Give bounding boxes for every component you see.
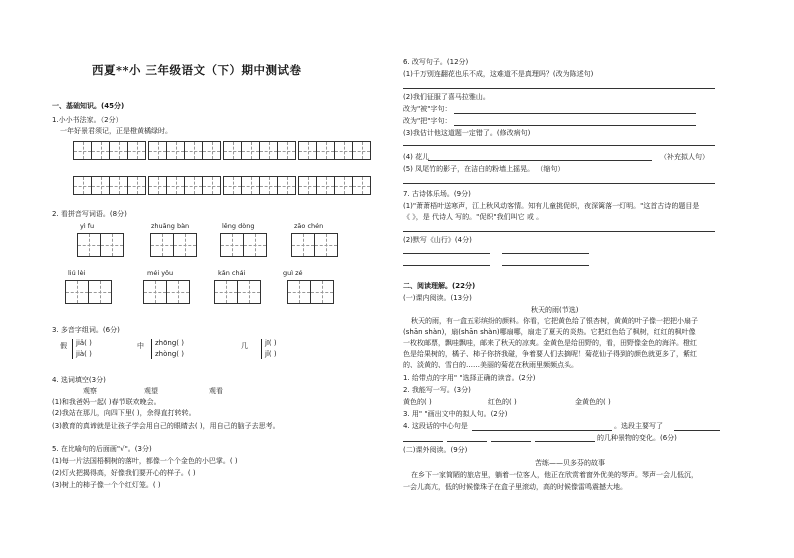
exam-title: 西夏**小 三年级语文（下）期中测试卷 bbox=[92, 63, 302, 77]
reading-2-heading: (二)课外阅读。(9分) bbox=[403, 446, 468, 454]
answer-box-8[interactable] bbox=[287, 280, 334, 304]
q6-heading: 6. 改写句子。(12分) bbox=[403, 58, 469, 66]
q1-heading: 1.小小书法家。（2分） bbox=[52, 116, 123, 124]
q6-3: (3)我估计他这道题一定错了。(修改病句) bbox=[403, 129, 531, 137]
calligraphy-grid-row2[interactable] bbox=[73, 176, 371, 195]
q6-2a: 改为"被"字句： bbox=[403, 105, 452, 113]
poem-line-3[interactable] bbox=[403, 265, 490, 266]
rq2-word-3: 金黄色的( ) bbox=[575, 398, 611, 406]
polyphone-1-top: jiǎ( ) bbox=[76, 339, 92, 347]
rq4-end: 的几种景物的变化。(6分) bbox=[597, 434, 677, 442]
polyphone-1-bot: jià( ) bbox=[76, 350, 92, 358]
passage-line-5: 的、淡黄的、雪白的……美丽的菊花在秋雨里频频点头。 bbox=[403, 361, 578, 369]
polyphone-char-2: 中 bbox=[137, 342, 144, 350]
q4-heading: 4. 选词填空(3分) bbox=[52, 376, 106, 384]
q6-2a-answer-line[interactable] bbox=[454, 113, 696, 114]
polyphone-3-top: jī( ) bbox=[265, 339, 277, 347]
q5-heading: 5. 在比喻句的后面画"√"。(3分) bbox=[52, 445, 152, 453]
rq1: 1. 给带点的字用" "选择正确的读音。(2分) bbox=[403, 374, 536, 382]
rq4-line-1[interactable] bbox=[472, 430, 612, 431]
pinyin-4: zāo chén bbox=[294, 222, 324, 230]
section-1-heading: 一、基础知识。(45分) bbox=[52, 102, 125, 110]
q5-line-3: (3)树上的柿子像一个个红灯笼。( ) bbox=[52, 481, 161, 489]
pinyin-7: kǎn chái bbox=[218, 269, 246, 277]
q6-5-answer-line[interactable] bbox=[403, 183, 715, 184]
passage-title: 秋天的雨(节选) bbox=[531, 306, 579, 314]
pinyin-1: yì fu bbox=[80, 222, 95, 230]
rq4-line-3[interactable] bbox=[403, 441, 443, 442]
rq4-line-6[interactable] bbox=[535, 441, 595, 442]
polyphone-2-top: zhōng( ) bbox=[155, 339, 184, 347]
pinyin-8: guì zé bbox=[283, 269, 303, 277]
rq3: 3. 用" "画出文中的拟人句。(2分) bbox=[403, 410, 508, 418]
pinyin-2: zhuāng bàn bbox=[151, 222, 190, 230]
q7-heading: 7. 古诗体乐场。(9分) bbox=[403, 190, 471, 198]
q7-1: (1)"萧萧梧叶送寒声，江上秋风动客情。知有儿童挑促织，夜深篱落一灯明。"这首古诗的题目是 bbox=[403, 202, 700, 210]
answer-box-5[interactable] bbox=[65, 280, 112, 304]
passage2-line-1: 在乡下一家简陋的旅店里，躺着一位客人，他正在欣赏着窗外优美的琴声。琴声一会儿低沉， bbox=[411, 471, 698, 479]
polyphone-char-1: 假 bbox=[60, 342, 67, 350]
q1-poem: 一年好景君须记，正是橙黄橘绿时。 bbox=[60, 127, 172, 135]
passage-line-3: 一枚枚邮票，飘哇飘哇，邮来了秋天的凉爽。金黄色是给田野的，看，田野像金色的海洋。橙红 bbox=[403, 339, 697, 347]
rq4-line-2[interactable] bbox=[674, 430, 720, 431]
q7-1b: 《 》，是 代诗人 写的。"促织"我们叫它 或 。 bbox=[403, 213, 544, 221]
word-option-1: 观察 bbox=[83, 387, 97, 395]
q6-4-hint: （补充拟人句） bbox=[660, 153, 709, 161]
q2-heading: 2. 看拼音写词语。(8分) bbox=[52, 210, 127, 218]
pinyin-6: méi yǒu bbox=[147, 269, 174, 277]
q6-1-answer-line[interactable] bbox=[403, 88, 715, 89]
passage2-line-2: 一会儿高亢，低的时候像珠子在盒子里滚动，高的时候像雷鸣震撼大地。 bbox=[403, 483, 627, 491]
reading-1-heading: (一)课内阅读。(13分) bbox=[403, 294, 472, 302]
answer-box-7[interactable] bbox=[214, 280, 261, 304]
q6-4-answer-line[interactable] bbox=[428, 160, 652, 161]
q7-answer-line[interactable] bbox=[403, 231, 715, 232]
rq4-mid: 。选段主要写了 bbox=[614, 422, 663, 430]
rq4-line-4[interactable] bbox=[447, 441, 487, 442]
polyphone-3-bot: jǐ( ) bbox=[265, 350, 277, 358]
passage-line-4: 色是给果树的，橘子、柿子你挤我碰，争着要人们去摘呢！菊花仙子得到的颜色就更多了，紫红 bbox=[403, 350, 697, 358]
rq2-word-2: 红色的( ) bbox=[488, 398, 517, 406]
passage2-title: 苦练——贝多芬的故事 bbox=[535, 459, 605, 467]
rq4: 4. 这段话的中心句是 bbox=[403, 422, 468, 430]
word-option-3: 观看 bbox=[209, 387, 223, 395]
polyphone-char-3: 几 bbox=[241, 342, 248, 350]
q7-2: (2)默写《山行》(4分) bbox=[403, 236, 472, 244]
answer-box-6[interactable] bbox=[143, 280, 190, 304]
section-2-heading: 二、阅读理解。(22分) bbox=[403, 282, 476, 290]
q4-line-3: (3)教育的真谛就是让孩子学会用自己的眼睛去( )，用自己的脑子去思考。 bbox=[52, 422, 280, 430]
rq2: 2. 我能写一写。(3分) bbox=[403, 386, 471, 394]
q4-line-2: (2)我站在那儿，向四下里( )，余得直打转转。 bbox=[52, 409, 196, 417]
answer-box-4[interactable] bbox=[291, 233, 338, 257]
pinyin-5: liú lèi bbox=[68, 269, 86, 277]
q6-2b: 改为"把"字句： bbox=[403, 117, 452, 125]
q6-2: (2)我们征服了喜马拉雅山。 bbox=[403, 93, 490, 101]
answer-box-3[interactable] bbox=[220, 233, 267, 257]
pinyin-3: lěng dòng bbox=[222, 222, 255, 230]
answer-box-1[interactable] bbox=[77, 233, 124, 257]
q6-3-answer-line[interactable] bbox=[403, 145, 715, 146]
q4-line-1: (1)和我爸妈一起( )春节联欢晚会。 bbox=[52, 398, 161, 406]
q5-line-1: (1)每一片法国梧桐树的落叶，都像一个个金色的小巴掌。( ) bbox=[52, 457, 238, 465]
polyphone-2-bot: zhòng( ) bbox=[155, 350, 184, 358]
answer-box-2[interactable] bbox=[150, 233, 197, 257]
q6-4: (4) 花儿 bbox=[403, 153, 430, 161]
q6-5: (5) 凤尾竹的影子，在洁白的粉墙上摇晃。 （缩句） bbox=[403, 165, 565, 173]
poem-line-2[interactable] bbox=[502, 253, 589, 254]
word-option-2: 观望 bbox=[144, 387, 158, 395]
rq4-line-5[interactable] bbox=[491, 441, 531, 442]
passage-line-2: (shān shàn)，扇(shān shàn)哪扇哪，扇走了夏天的炎热。它把红色给了枫树，红红的枫叶像 bbox=[403, 328, 696, 336]
q6-2b-answer-line[interactable] bbox=[454, 125, 696, 126]
calligraphy-grid-row1[interactable] bbox=[73, 141, 371, 160]
rq2-word-1: 黄色的( ) bbox=[403, 398, 432, 406]
q6-1: (1)千万别连翻花也乐不成，这难道不是真理吗？(改为陈述句) bbox=[403, 70, 594, 78]
passage-line-1: 秋天的雨，有一盒五彩缤纷的颜料。你看，它把黄色给了银杏树，黄黄的叶子像一把把小扇子 bbox=[411, 317, 698, 325]
q3-heading: 3. 多音字组词。(6分) bbox=[52, 326, 120, 334]
q5-line-2: (2)灯火把揭得高，好像我们要开心的样子。( ) bbox=[52, 469, 196, 477]
poem-line-1[interactable] bbox=[403, 253, 490, 254]
poem-line-4[interactable] bbox=[502, 265, 589, 266]
